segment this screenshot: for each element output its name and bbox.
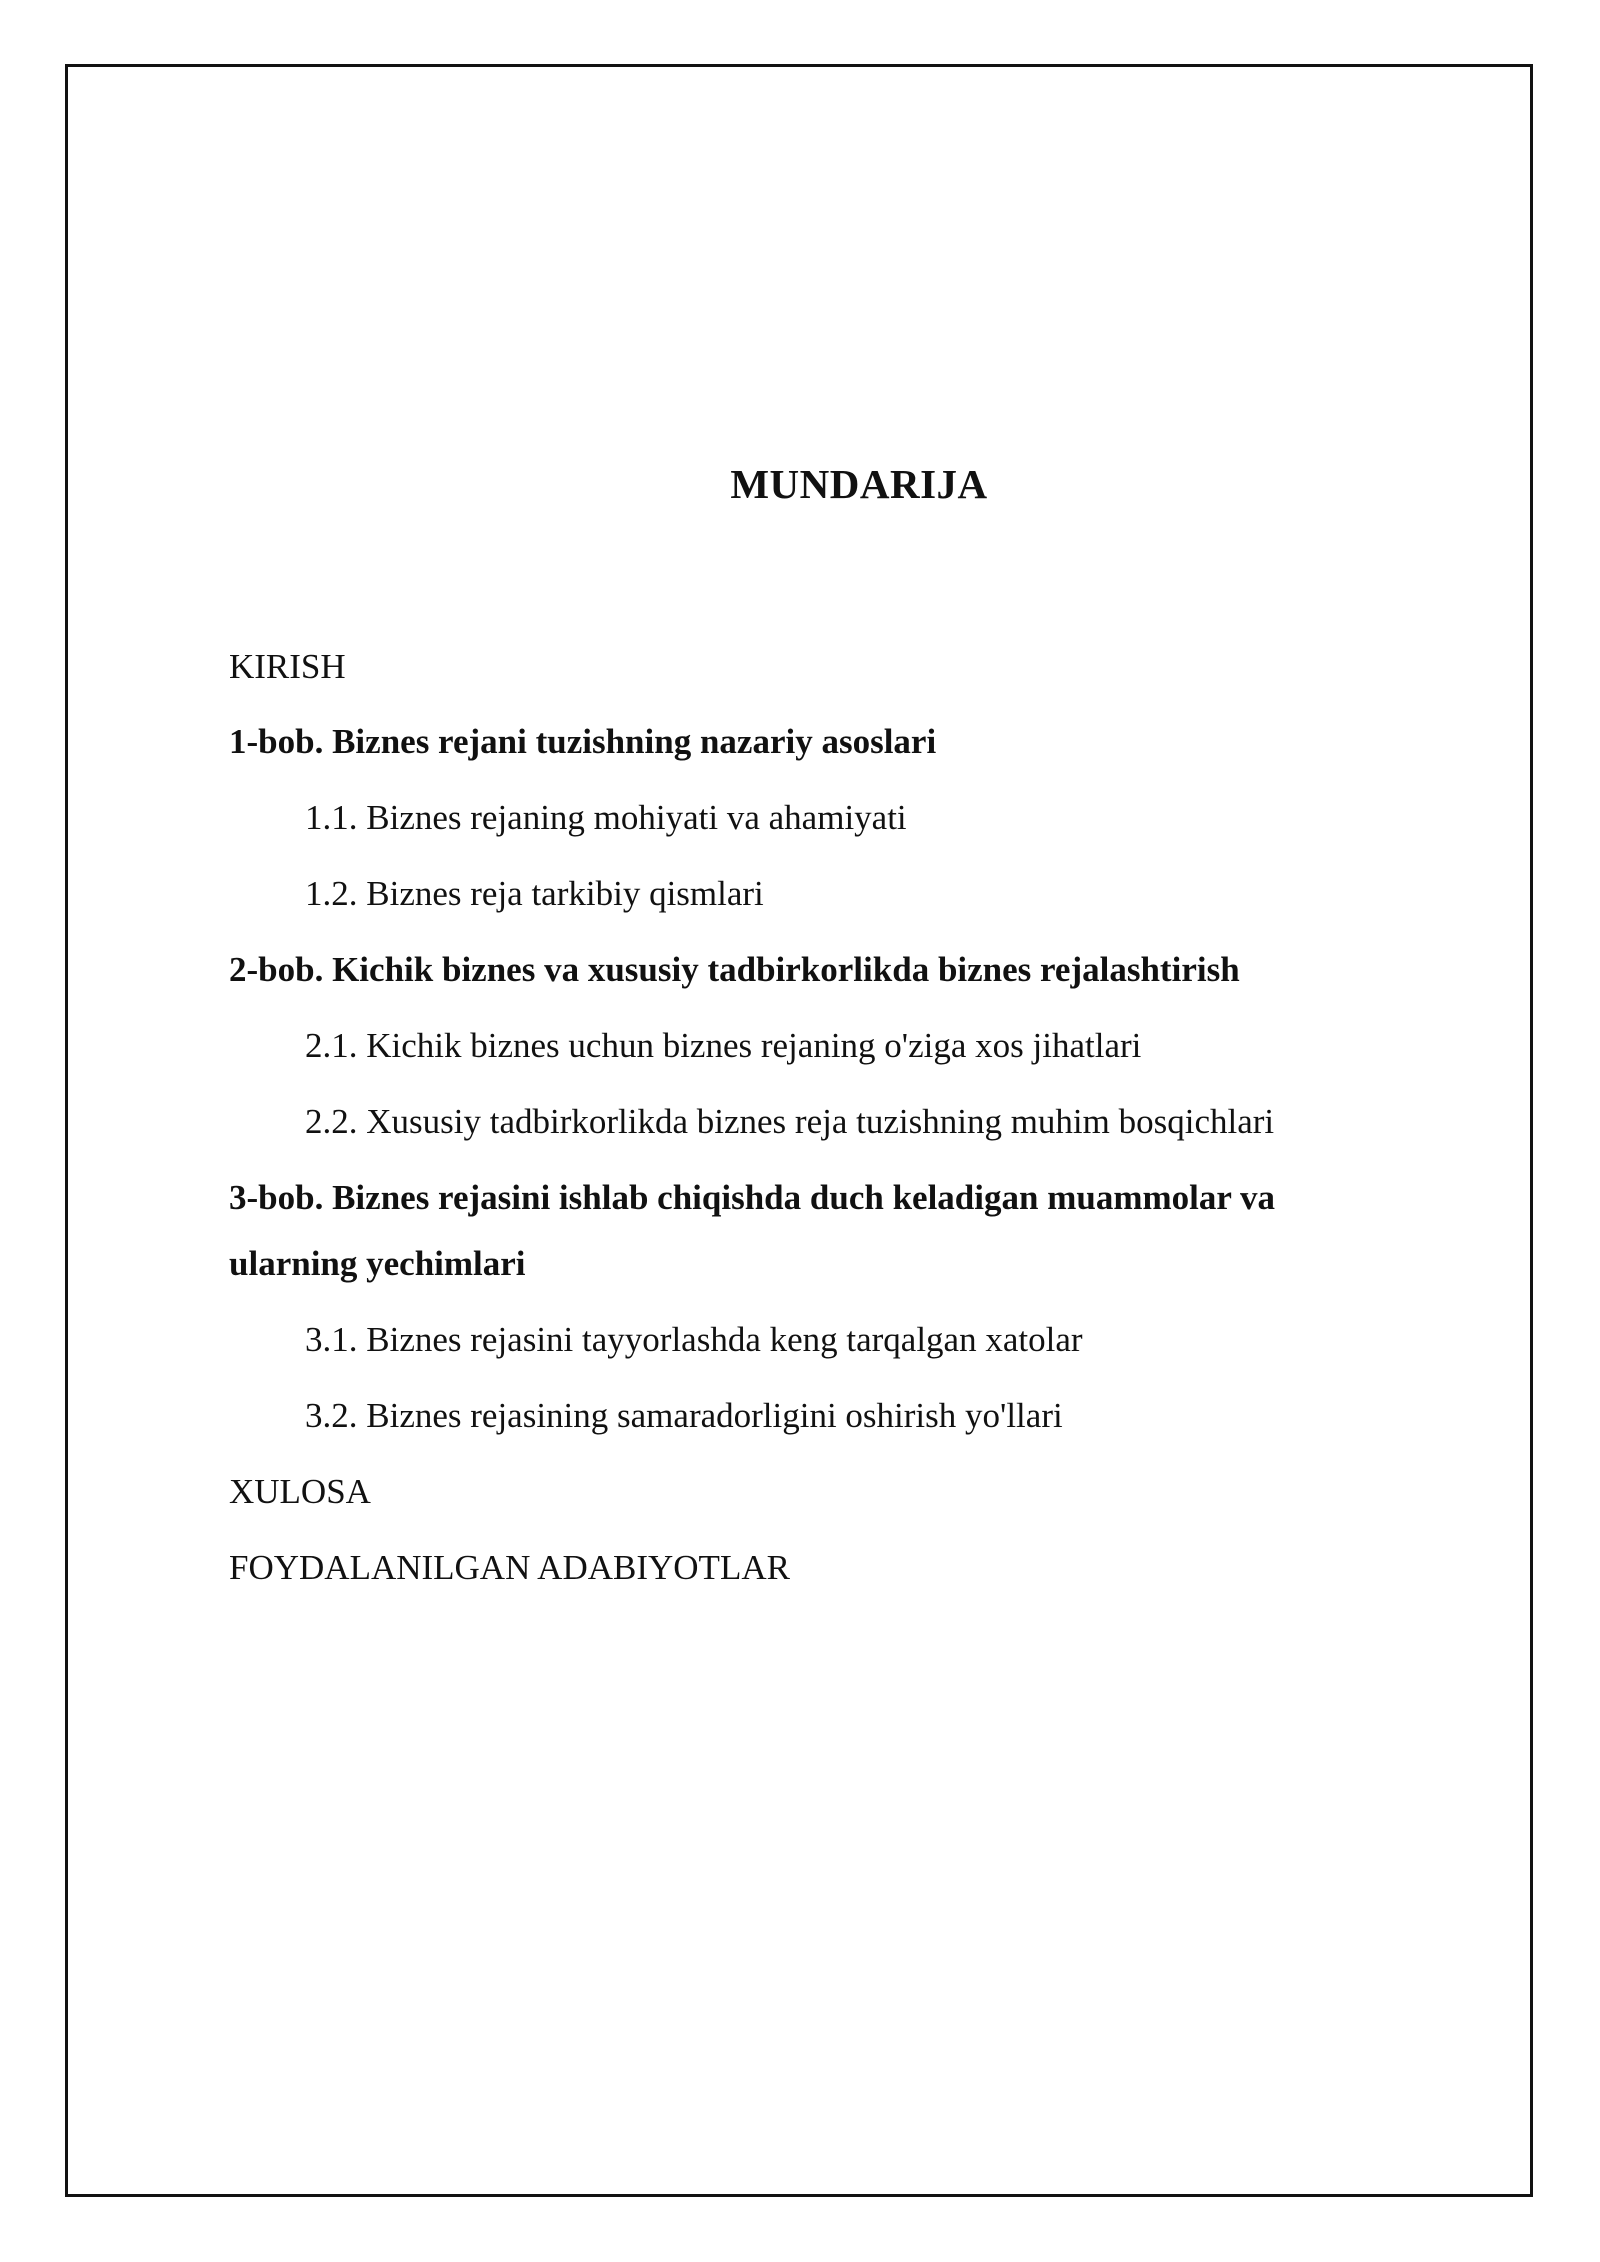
toc-conclusion[interactable]: XULOSA <box>229 1472 371 1511</box>
toc-section-3-1[interactable]: 3.1. Biznes rejasini tayyorlashda keng tarqalgan xatolar <box>305 1320 1083 1359</box>
toc-chapter-3[interactable]: 3-bob. Biznes rejasini ishlab chiqishda duch keladigan muammolar va <box>229 1178 1276 1217</box>
toc-chapter-3-continued[interactable]: ularning yechimlari <box>229 1244 526 1283</box>
toc-chapter-1[interactable]: 1-bob. Biznes rejani tuzishning nazariy asoslari <box>229 722 937 761</box>
toc-section-1-1[interactable]: 1.1. Biznes rejaning mohiyati va ahamiyati <box>305 798 907 837</box>
toc-section-2-2[interactable]: 2.2. Xususiy tadbirkorlikda biznes reja tuzishning muhim bosqichlari <box>305 1102 1275 1141</box>
toc-section-3-2[interactable]: 3.2. Biznes rejasining samaradorligini oshirish yo'llari <box>305 1396 1063 1435</box>
document-title: MUNDARIJA <box>730 461 988 507</box>
toc-section-1-2[interactable]: 1.2. Biznes reja tarkibiy qismlari <box>305 874 764 913</box>
toc-intro[interactable]: KIRISH <box>229 647 346 686</box>
toc-chapter-2[interactable]: 2-bob. Kichik biznes va xususiy tadbirkorlikda biznes rejalashtirish <box>229 950 1240 989</box>
toc-section-2-1[interactable]: 2.1. Kichik biznes uchun biznes rejaning o'ziga xos jihatlari <box>305 1026 1142 1065</box>
toc-references[interactable]: FOYDALANILGAN ADABIYOTLAR <box>229 1548 790 1587</box>
